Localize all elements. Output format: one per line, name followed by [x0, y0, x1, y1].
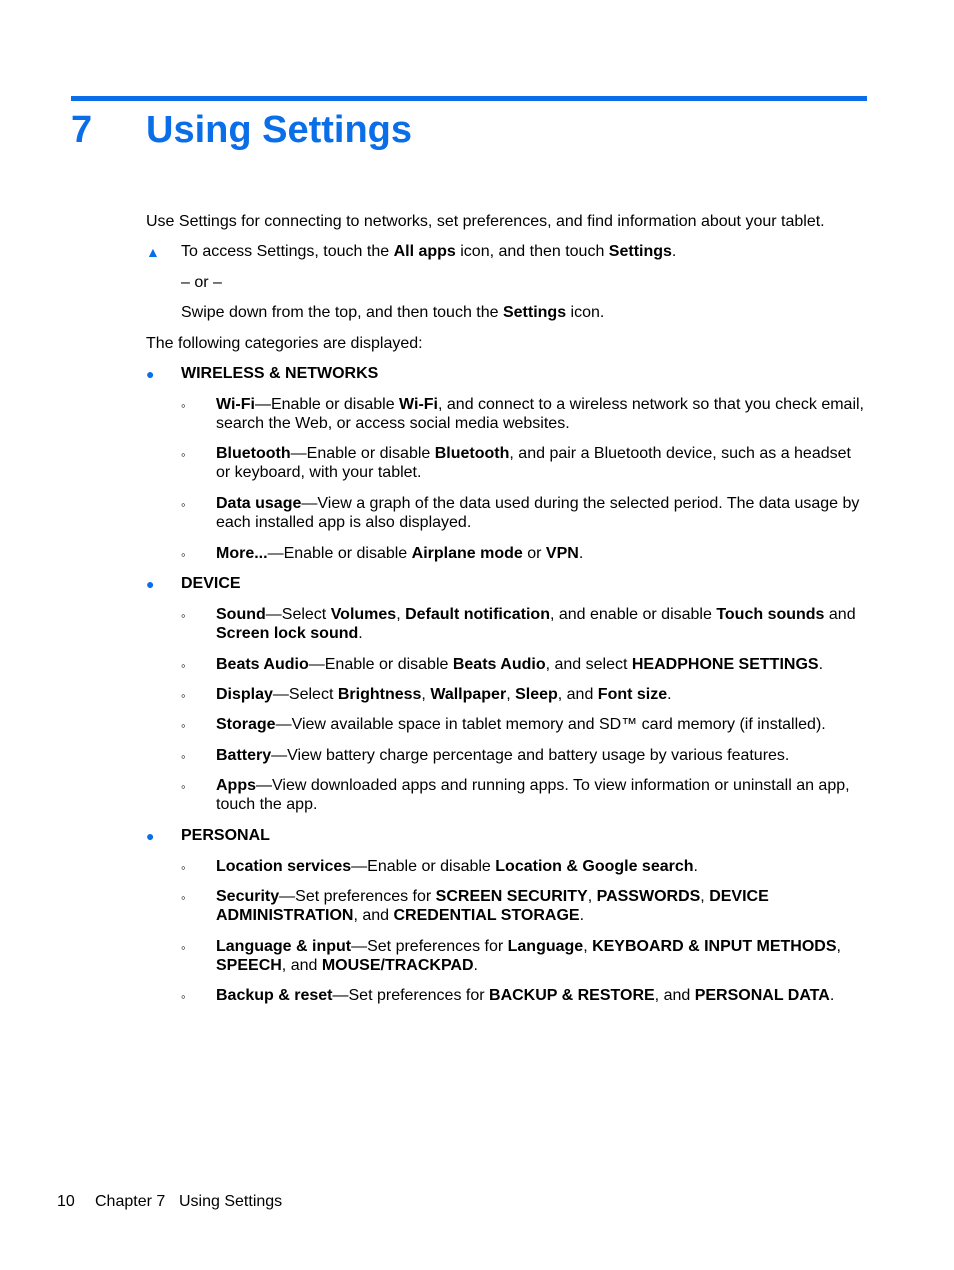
sub-bullet-icon: ◦: [181, 688, 186, 703]
step-or: – or –: [181, 274, 222, 291]
step-line-2: Swipe down from the top, and then touch the Settings icon.: [181, 304, 605, 321]
item-sound: Sound—Select Volumes, Default notification, and enable or disable Touch sounds and Screen lock sound.: [216, 606, 856, 642]
sub-bullet-icon: ◦: [181, 989, 186, 1004]
step-triangle-icon: ▲: [146, 244, 160, 260]
item-more: More...—Enable or disable Airplane mode or VPN.: [216, 545, 584, 562]
footer-page-number: 10: [57, 1193, 75, 1210]
section-heading-personal: PERSONAL: [181, 827, 270, 844]
sub-bullet-icon: ◦: [181, 779, 186, 794]
item-wifi: Wi-Fi—Enable or disable Wi-Fi, and connect to a wireless network so that you check email, search the Web, or access social media websites.: [216, 396, 864, 432]
sub-bullet-icon: ◦: [181, 447, 186, 462]
item-battery: Battery—View battery charge percentage and battery usage by various features.: [216, 747, 790, 764]
sub-bullet-icon: ◦: [181, 608, 186, 623]
footer-chapter: Chapter 7: [95, 1193, 166, 1210]
sub-bullet-icon: ◦: [181, 718, 186, 733]
item-location-services: Location services—Enable or disable Location & Google search.: [216, 858, 698, 875]
bullet-dot-icon: ●: [146, 828, 155, 844]
sub-bullet-icon: ◦: [181, 749, 186, 764]
footer-title: Using Settings: [179, 1193, 283, 1210]
chapter-number: 7: [71, 109, 93, 151]
item-display: Display—Select Brightness, Wallpaper, Sleep, and Font size.: [216, 686, 672, 703]
section-heading-wireless: WIRELESS & NETWORKS: [181, 365, 379, 382]
intro-paragraph: Use Settings for connecting to networks, set preferences, and find information about your tablet.: [146, 213, 825, 230]
item-beats-audio: Beats Audio—Enable or disable Beats Audio, and select HEADPHONE SETTINGS.: [216, 656, 824, 673]
sub-bullet-icon: ◦: [181, 890, 186, 905]
sub-bullet-icon: ◦: [181, 658, 186, 673]
item-storage: Storage—View available space in tablet memory and SD™ card memory (if installed).: [216, 716, 826, 733]
sub-bullet-icon: ◦: [181, 547, 186, 562]
sub-bullet-icon: ◦: [181, 940, 186, 955]
categories-intro: The following categories are displayed:: [146, 335, 423, 352]
item-language-input: Language & input—Set preferences for Language, KEYBOARD & INPUT METHODS, SPEECH, and MOUSE/TRACKPAD.: [216, 938, 841, 974]
chapter-rule: [71, 96, 867, 101]
sub-bullet-icon: ◦: [181, 860, 186, 875]
step-line-1: To access Settings, touch the All apps icon, and then touch Settings.: [181, 243, 677, 260]
item-backup-reset: Backup & reset—Set preferences for BACKUP & RESTORE, and PERSONAL DATA.: [216, 987, 835, 1004]
bullet-dot-icon: ●: [146, 576, 155, 592]
section-heading-device: DEVICE: [181, 575, 241, 592]
item-apps: Apps—View downloaded apps and running apps. To view information or uninstall an app, touch the app.: [216, 777, 850, 813]
item-bluetooth: Bluetooth—Enable or disable Bluetooth, and pair a Bluetooth device, such as a headset or keyboard, with your tablet.: [216, 445, 851, 481]
chapter-title: Using Settings: [146, 109, 413, 151]
bullet-dot-icon: ●: [146, 366, 155, 382]
sub-bullet-icon: ◦: [181, 497, 186, 512]
item-data-usage: Data usage—View a graph of the data used during the selected period. The data usage by each installed app is also displayed.: [216, 495, 860, 531]
sub-bullet-icon: ◦: [181, 398, 186, 413]
item-security: Security—Set preferences for SCREEN SECURITY, PASSWORDS, DEVICE ADMINISTRATION, and CREDENTIAL STORAGE.: [216, 888, 769, 924]
